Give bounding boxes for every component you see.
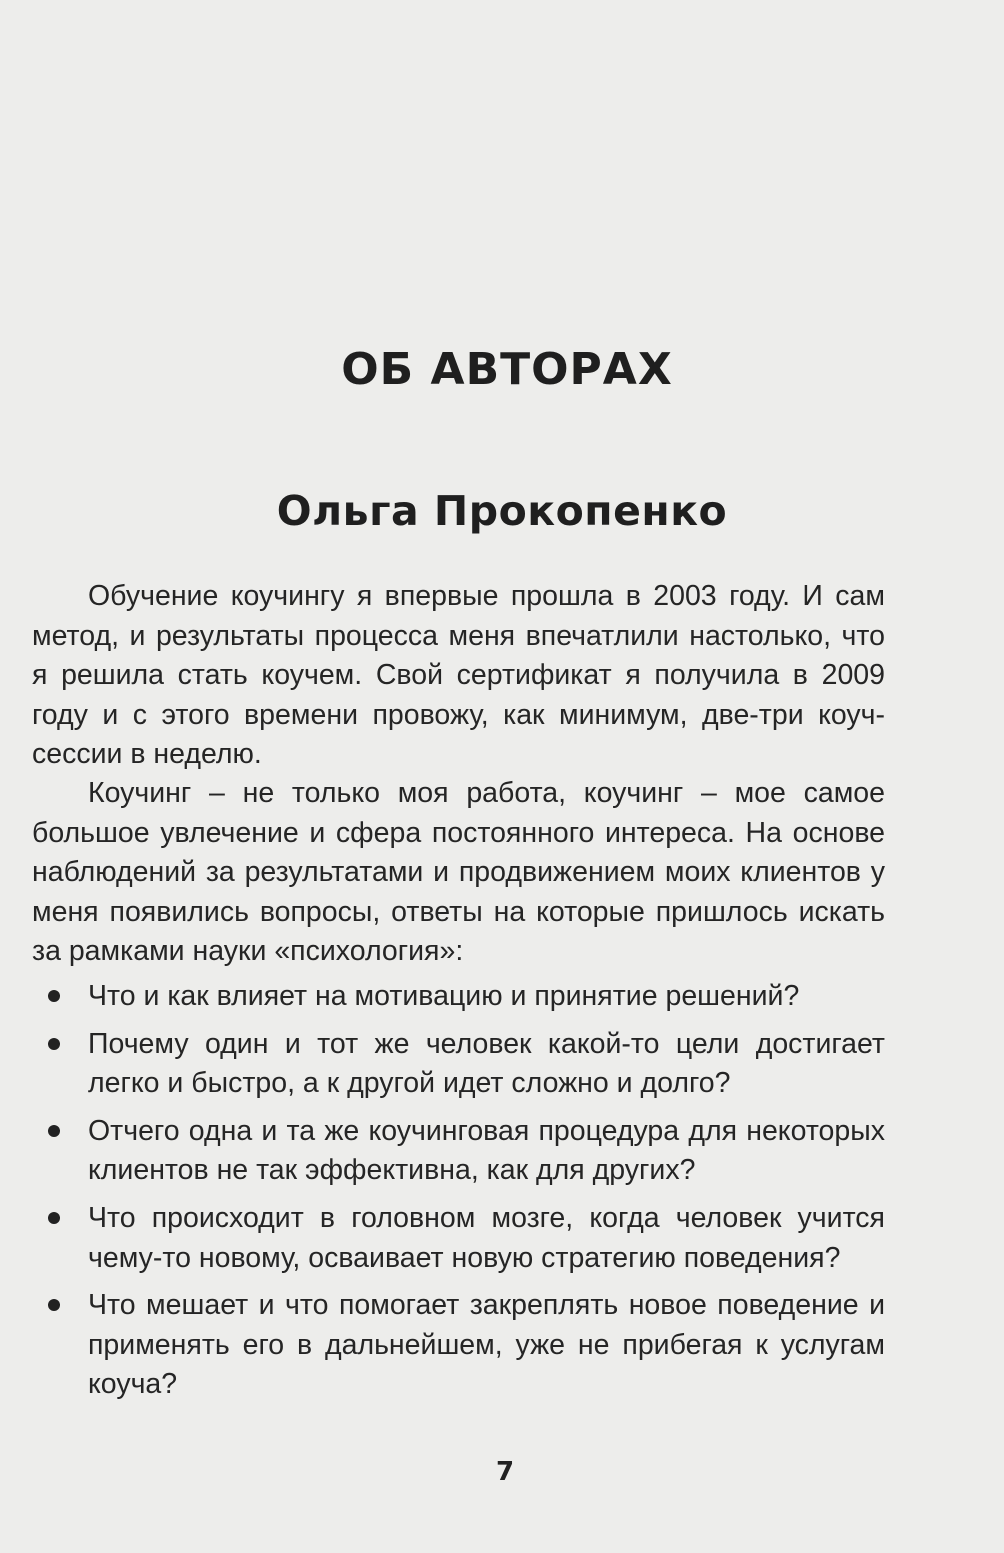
list-item-text: Почему один и тот же человек какой-то цели достигает легко и быстро, а к другой идет сложно и долго? <box>88 1027 885 1100</box>
bullet-dot-icon <box>48 1038 60 1050</box>
list-item-text: Что мешает и что помогает закреплять новое поведение и применять его в дальнейшем, уже не прибегая к услугам коуча? <box>88 1289 885 1401</box>
bullet-dot-icon <box>48 1125 60 1137</box>
paragraph-1: Обучение коучингу я впервые прошла в 2003 году. И сам метод, и результаты процесса меня впечатлили настолько, что я решила стать коучем. Свой сертификат я получила в 2009 году и с этого времени провожу, как минимум, две-три коуч-сессии в неделю. <box>32 580 885 771</box>
author-name: Ольга Прокопенко <box>276 487 728 535</box>
list-item <box>32 1112 885 1191</box>
bullet-dot-icon <box>48 990 60 1002</box>
list-item-text: Что и как влияет на мотивацию и принятие решений? <box>88 980 800 1012</box>
list-item <box>32 1025 885 1104</box>
list-item-text: Отчего одна и та же коучинговая процедура для некоторых клиентов не так эффективна, как для других? <box>88 1114 885 1187</box>
bullet-dot-icon <box>48 1299 60 1311</box>
list-item-text: Что происходит в головном мозге, когда человек учится чему-то новому, осваивает новую стратегию поведения? <box>88 1201 885 1274</box>
bullet-dot-icon <box>48 1212 60 1224</box>
list-item <box>32 977 885 1017</box>
page-number: 7 <box>495 1457 515 1487</box>
list-item <box>32 1286 885 1405</box>
section-title: ОБ АВТОРАХ <box>341 344 673 395</box>
list-item <box>32 1199 885 1278</box>
paragraph-2: Коучинг – не только моя работа, коучинг – мое самое большое увлечение и сфера постоянного интереса. На основе наблюдений за результатами и продвижением моих клиентов у меня появились вопросы, ответы на которые пришлось искать за рамками науки «психология»: <box>32 777 885 968</box>
question-list <box>32 977 885 1413</box>
